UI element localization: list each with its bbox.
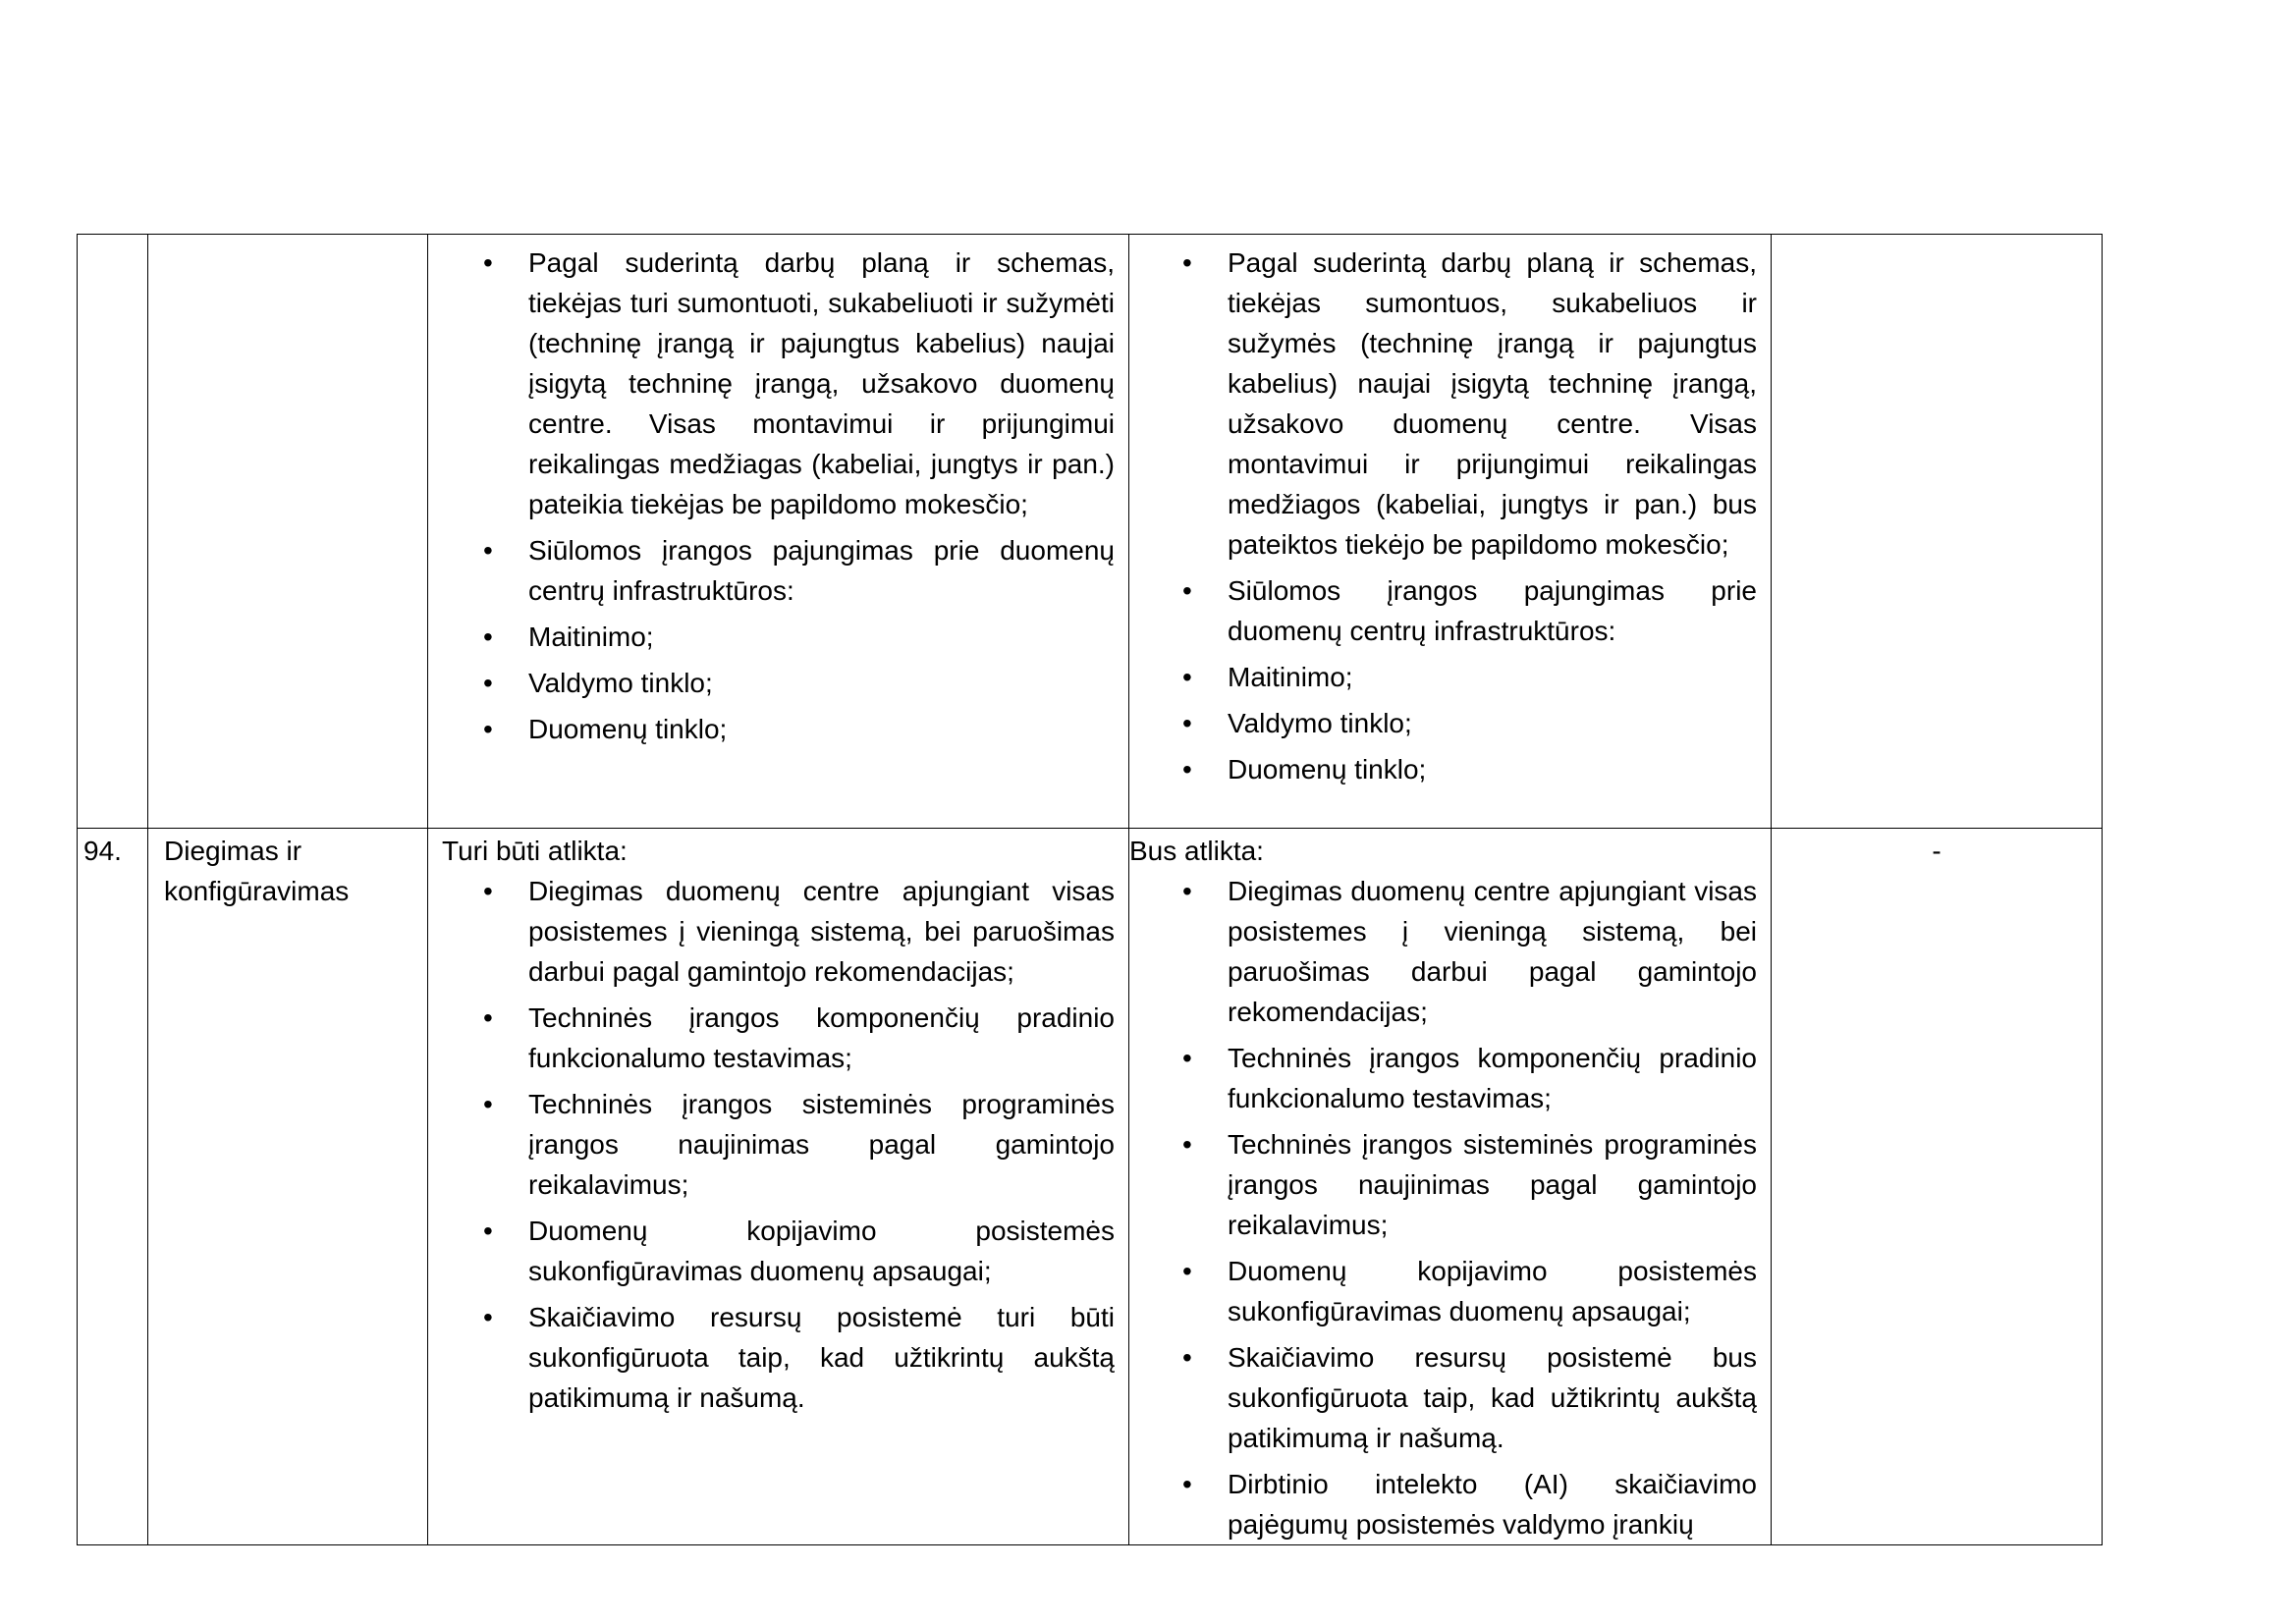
row-number: 94. [83, 836, 122, 866]
list-item: • Techninės įrangos sisteminės programinės įrangos naujinimas pagal gamintojo reikalavimus; [1228, 1124, 1757, 1245]
list-item: • Skaičiavimo resursų posistemė turi būti sukonfigūruota taip, kad užtikrintų aukštą patikimumą ir našumą. [528, 1297, 1115, 1418]
list-item: • Pagal suderintą darbų planą ir schemas, tiekėjas turi sumontuoti, sukabeliuoti ir sužymėti (techninę įrangą ir pajungtus kabelius) naujai įsigytą techninę įrangą, užsakovo duomenų centre. Visas montavimui ir prijungimui reikalingas medžiagas (kabeliai, jungtys ir pan.) pateikia tiekėjas be papildomo mokesčio; [528, 243, 1115, 524]
list-item: • Pagal suderintą darbų planą ir schemas, tiekėjas sumontuos, sukabeliuos ir sužymės (techninę įrangą ir pajungtus kabelius) naujai įsigytą techninę įrangą, užsakovo duomenų centre. Visas montavimui ir prijungimui reikalingas medžiagos (kabeliai, jungtys ir pan.) bus pateiktos tiekėjo be papildomo mokesčio; [1228, 243, 1757, 565]
list-item: • Valdymo tinklo; [528, 663, 1115, 703]
row-number [78, 235, 147, 828]
required-lead: Turi būti atlikta: [442, 836, 628, 866]
list-item: • Diegimas duomenų centre apjungiant visas posistemes į vieningą sistemą, bei paruošimas darbui pagal gamintojo rekomendacijas; [528, 871, 1115, 992]
list-item: • Techninės įrangos komponenčių pradinio funkcionalumo testavimas; [1228, 1038, 1757, 1118]
list-item: • Duomenų kopijavimo posistemės sukonfigūravimas duomenų apsaugai; [528, 1211, 1115, 1291]
item-name [148, 235, 427, 828]
item-name: Diegimas ir konfigūravimas [164, 836, 350, 906]
list-item: • Duomenų tinklo; [528, 709, 1115, 749]
offered-spec [1129, 829, 1771, 1544]
table-row [78, 829, 2103, 1545]
list-item: • Duomenų tinklo; [1228, 749, 1757, 789]
remark [1772, 235, 2102, 828]
offered-lead: Bus atlikta: [1129, 836, 1264, 866]
list-item: • Maitinimo; [528, 617, 1115, 657]
table-row [78, 235, 2103, 829]
list-item: • Valdymo tinklo; [1228, 703, 1757, 743]
remark: - [1932, 836, 1941, 866]
list-item: • Duomenų kopijavimo posistemės sukonfigūravimas duomenų apsaugai; [1228, 1251, 1757, 1331]
list-item: • Diegimas duomenų centre apjungiant visas posistemes į vieningą sistemą, bei paruošimas darbui pagal gamintojo rekomendacijas; [1228, 871, 1757, 1032]
required-spec [428, 235, 1128, 828]
list-item: • Techninės įrangos komponenčių pradinio funkcionalumo testavimas; [528, 998, 1115, 1078]
required-spec [428, 829, 1128, 1544]
list-item: • Techninės įrangos sisteminės programinės įrangos naujinimas pagal gamintojo reikalavimus; [528, 1084, 1115, 1205]
list-item: • Skaičiavimo resursų posistemė bus sukonfigūruota taip, kad užtikrintų aukštą patikimumą ir našumą. [1228, 1337, 1757, 1458]
list-item: • Maitinimo; [1228, 657, 1757, 697]
list-item: • Siūlomos įrangos pajungimas prie duomenų centrų infrastruktūros: [528, 530, 1115, 611]
list-item: • Siūlomos įrangos pajungimas prie duomenų centrų infrastruktūros: [1228, 570, 1757, 651]
requirements-table [77, 234, 2103, 1545]
offered-spec [1129, 235, 1771, 828]
list-item: • Dirbtinio intelekto (AI) skaičiavimo pajėgumų posistemės valdymo įrankių [1228, 1464, 1757, 1544]
